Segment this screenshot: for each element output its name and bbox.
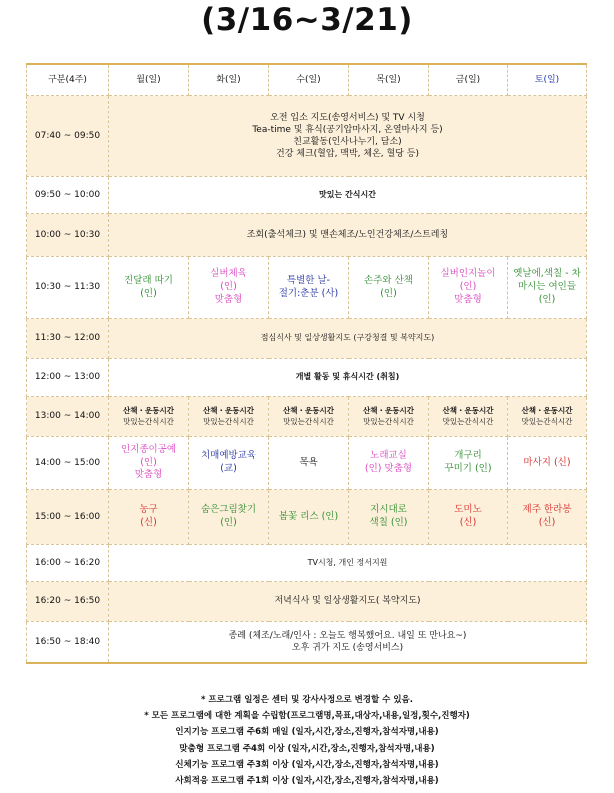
schedule-notes <box>0 692 614 789</box>
program-name: 옛날에,색칠 - 차 <box>513 268 581 280</box>
program-tag: 맞춤형 <box>214 293 243 305</box>
program-name: 색칠 (인) <box>369 517 408 528</box>
snack-label: 맛있는간식시간 <box>283 416 334 426</box>
activity-cell: 점심식사 및 일상생활지도 (구강청결 및 복약지도) <box>109 319 587 359</box>
program-cell-tue <box>189 437 269 490</box>
program-name: 치매예방교육 <box>200 450 257 462</box>
time-cell: 10:30 ~ 11:30 <box>27 257 109 319</box>
table-row <box>27 96 587 177</box>
program-type: (인) <box>459 281 477 293</box>
activity-cell <box>109 622 587 663</box>
table-row <box>27 214 587 257</box>
activity-line: 건강 체크(혈압, 맥박, 체온, 혈당 등) <box>276 149 419 160</box>
activity-cell: 개별 활동 및 휴식시간 (취침) <box>109 359 587 397</box>
time-cell: 12:00 ~ 13:00 <box>27 359 109 397</box>
program-name: 농구 <box>139 504 158 516</box>
table-row <box>27 437 587 490</box>
walk-label: 산책・운동시간 <box>521 406 573 416</box>
program-name: 노래교실 <box>370 450 407 462</box>
header-day-tue: 화(일) <box>189 64 269 96</box>
program-cell-thu <box>349 257 429 319</box>
header-category: 구분(4주) <box>27 64 109 96</box>
program-type: 절기:춘분 (사) <box>278 287 339 299</box>
program-cell-sat <box>508 490 587 545</box>
program-name: 마시는 여인들 <box>517 281 577 293</box>
program-name: 숨은그림찾기 <box>200 504 257 516</box>
snack-walk-cell <box>269 397 349 437</box>
time-cell: 07:40 ~ 09:50 <box>27 96 109 177</box>
program-type: (인) 맞춤형 <box>364 463 413 474</box>
note-line: 신체기능 프로그램 주3회 이상 (일자,시간,장소,진행자,참석자명,내용) <box>175 759 439 770</box>
activity-line: 오후 귀가 지도 (송영서비스) <box>291 642 404 653</box>
program-name: 제주 한라봉 <box>522 504 572 516</box>
snack-label: 맛있는간식시간 <box>123 416 174 426</box>
activity-line: 친교활동(인사나누기, 담소) <box>293 137 402 147</box>
program-name: 봄꽃 리스 (인) <box>278 510 339 522</box>
table-row <box>27 177 587 214</box>
time-cell: 16:00 ~ 16:20 <box>27 545 109 582</box>
time-cell: 09:50 ~ 10:00 <box>27 177 109 214</box>
header-day-wed: 수(일) <box>269 64 349 96</box>
program-cell-wed <box>269 257 349 319</box>
walk-label: 산책・운동시간 <box>363 406 414 416</box>
snack-walk-cell <box>109 397 189 437</box>
weekly-schedule-table <box>26 63 587 664</box>
program-cell-wed <box>269 437 349 490</box>
time-cell: 14:00 ~ 15:00 <box>27 437 109 490</box>
header-row <box>27 64 587 96</box>
activity-line: 오전 입소 지도(송영서비스) 및 TV 시청 <box>270 112 425 123</box>
program-cell-mon <box>109 437 189 490</box>
program-cell-sat <box>508 437 587 490</box>
program-type: (신) <box>459 517 477 528</box>
program-type: (교) <box>220 463 237 474</box>
program-type: (신) <box>538 517 556 528</box>
snack-label: 맛있는간식시간 <box>363 416 414 426</box>
walk-label: 산책・운동시간 <box>442 406 494 416</box>
header-day-mon: 월(일) <box>109 64 189 96</box>
program-cell-fri <box>429 257 508 319</box>
table-row <box>27 490 587 545</box>
program-cell-thu <box>349 437 429 490</box>
program-type: (인) <box>380 287 397 299</box>
program-name: 개구리 <box>454 450 482 462</box>
program-name: 도미노 <box>454 504 482 516</box>
program-type: (인) <box>220 517 237 528</box>
program-name: 마사지 (신) <box>523 456 571 468</box>
program-name: 목욕 <box>299 456 318 468</box>
table-row <box>27 319 587 359</box>
program-cell-fri <box>429 437 508 490</box>
snack-walk-cell <box>429 397 508 437</box>
program-name: 실버인지놀이 <box>440 268 496 280</box>
time-cell: 16:20 ~ 16:50 <box>27 582 109 622</box>
header-day-sat: 토(일) <box>508 64 587 96</box>
note-line: 사회적응 프로그램 주1회 이상 (일자,시간,장소,진행자,참석자명,내용) <box>175 776 439 787</box>
note-line: 인지기능 프로그램 주6회 매일 (일자,시간,장소,진행자,참석자명,내용) <box>175 727 439 738</box>
snack-label: 맛있는간식시간 <box>203 416 254 426</box>
time-cell: 11:30 ~ 12:00 <box>27 319 109 359</box>
time-cell: 10:00 ~ 10:30 <box>27 214 109 257</box>
snack-label: 맛있는간식시간 <box>521 416 573 426</box>
program-type: (인) <box>140 456 157 468</box>
table-row <box>27 257 587 319</box>
snack-walk-cell <box>508 397 587 437</box>
header-day-thu: 목(일) <box>349 64 429 96</box>
activity-cell: 맛있는 간식시간 <box>109 177 587 214</box>
table-row <box>27 359 587 397</box>
page-title: (3/16~3/21) <box>201 2 413 38</box>
snack-walk-cell <box>189 397 269 437</box>
table-row <box>27 622 587 663</box>
time-cell: 16:50 ~ 18:40 <box>27 622 109 663</box>
activity-cell: 조회(출석체크) 및 맨손체조/노인건강체조/스트레칭 <box>109 214 587 257</box>
walk-label: 산책・운동시간 <box>283 406 334 416</box>
program-name: 특별한 날- <box>286 274 331 286</box>
program-cell-tue <box>189 257 269 319</box>
snack-walk-cell <box>349 397 429 437</box>
table-row <box>27 582 587 622</box>
header-day-fri: 금(일) <box>429 64 508 96</box>
program-cell-mon <box>109 257 189 319</box>
activity-cell: 저녁식사 및 일상생활지도( 복약지도) <box>109 582 587 622</box>
program-type: (인) <box>140 287 157 299</box>
program-cell-thu <box>349 490 429 545</box>
walk-label: 산책・운동시간 <box>123 406 174 416</box>
note-line: * 프로그램 일정은 센터 및 강사사정으로 변경할 수 있음. <box>201 695 413 705</box>
activity-line: Tea-time 및 휴식(공기압마사지, 온열마사지 등) <box>252 124 443 135</box>
program-cell-wed <box>269 490 349 545</box>
program-tag: 맞춤형 <box>454 293 482 305</box>
activity-line: 종례 (체조/노래/인사 : 오늘도 행복했어요. 내일 또 만나요~) <box>228 630 467 641</box>
time-cell: 15:00 ~ 16:00 <box>27 490 109 545</box>
program-cell-mon <box>109 490 189 545</box>
note-line: * 모든 프로그램에 대한 계획을 수립함(프로그램명,목표,대상자,내용,일정,횟수,진행자) <box>144 711 470 722</box>
program-cell-tue <box>189 490 269 545</box>
program-name: 지시대로 <box>370 504 407 516</box>
program-type: (신) <box>140 517 157 528</box>
activity-cell <box>109 96 587 177</box>
note-line: 맞춤형 프로그램 주4회 이상 (일자,시간,장소,진행자,참석자명,내용) <box>179 743 435 754</box>
program-tag: 맞춤형 <box>134 469 163 481</box>
program-cell-fri <box>429 490 508 545</box>
snack-label: 맛있는간식시간 <box>442 416 494 426</box>
program-type: (인) <box>538 293 556 305</box>
walk-label: 산책・운동시간 <box>203 406 254 416</box>
program-type: (인) <box>220 281 237 293</box>
program-name: 인지종이공예 <box>120 443 177 455</box>
program-name: 실버체육 <box>210 268 247 280</box>
program-name: 꾸미기 (인) <box>444 463 492 474</box>
program-cell-sat <box>508 257 587 319</box>
program-name: 손주와 산책 <box>364 274 413 286</box>
program-name: 진달래 따기 <box>124 274 173 286</box>
time-cell: 13:00 ~ 14:00 <box>27 397 109 437</box>
activity-cell: TV시청, 개인 정서지원 <box>109 545 587 582</box>
table-row <box>27 545 587 582</box>
table-row <box>27 397 587 437</box>
